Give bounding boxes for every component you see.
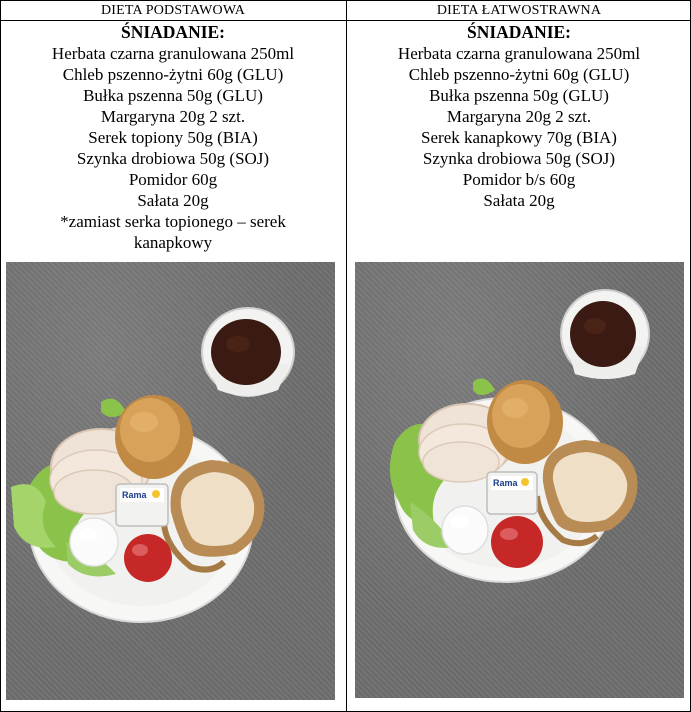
menu-item: Sałata 20g: [137, 191, 209, 210]
menu-item: Pomidor b/s 60g: [462, 170, 576, 189]
menu-item: Bułka pszenna 50g (GLU): [429, 86, 609, 105]
menu-note: *zamiast serka topionego – serek: [60, 212, 286, 231]
menu-item: Chleb pszenno-żytni 60g (GLU): [408, 65, 630, 84]
header-dieta-podstawowa: DIETA PODSTAWOWA: [100, 3, 246, 18]
menu-item: Margaryna 20g 2 szt.: [100, 107, 246, 126]
header-dieta-latwostrawna: DIETA ŁATWOSTRAWNA: [436, 3, 602, 18]
menu-item: Pomidor 60g: [128, 170, 218, 189]
margarine-label: Rama: [122, 490, 147, 500]
menu-item: Szynka drobiowa 50g (SOJ): [422, 149, 616, 168]
menu-note: kanapkowy: [133, 233, 213, 252]
breakfast-photo-latwostrawna: [355, 262, 684, 698]
menu-item: Margaryna 20g 2 szt.: [446, 107, 592, 126]
menu-column-latwostrawna: [349, 22, 689, 211]
margarine-label: Rama: [493, 478, 518, 488]
menu-item: Serek kanapkowy 70g (BIA): [421, 128, 617, 147]
menu-item: Chleb pszenno-żytni 60g (GLU): [62, 65, 284, 84]
menu-item: Serek topiony 50g (BIA): [88, 128, 258, 147]
header-divider: [0, 20, 691, 21]
breakfast-photo-podstawowa: [6, 262, 335, 700]
menu-item: Herbata czarna granulowana 250ml: [51, 44, 295, 63]
meal-title: ŚNIADANIE:: [120, 22, 226, 42]
menu-column-podstawowa: [2, 22, 344, 253]
column-divider: [346, 0, 347, 712]
breakfast-plate-photo-icon: [6, 262, 335, 700]
meal-title: ŚNIADANIE:: [466, 22, 572, 42]
menu-item: Szynka drobiowa 50g (SOJ): [76, 149, 270, 168]
menu-item: Bułka pszenna 50g (GLU): [83, 86, 263, 105]
menu-item: Herbata czarna granulowana 250ml: [397, 44, 641, 63]
menu-item: Sałata 20g: [483, 191, 555, 210]
breakfast-plate-photo-icon: [355, 262, 684, 698]
